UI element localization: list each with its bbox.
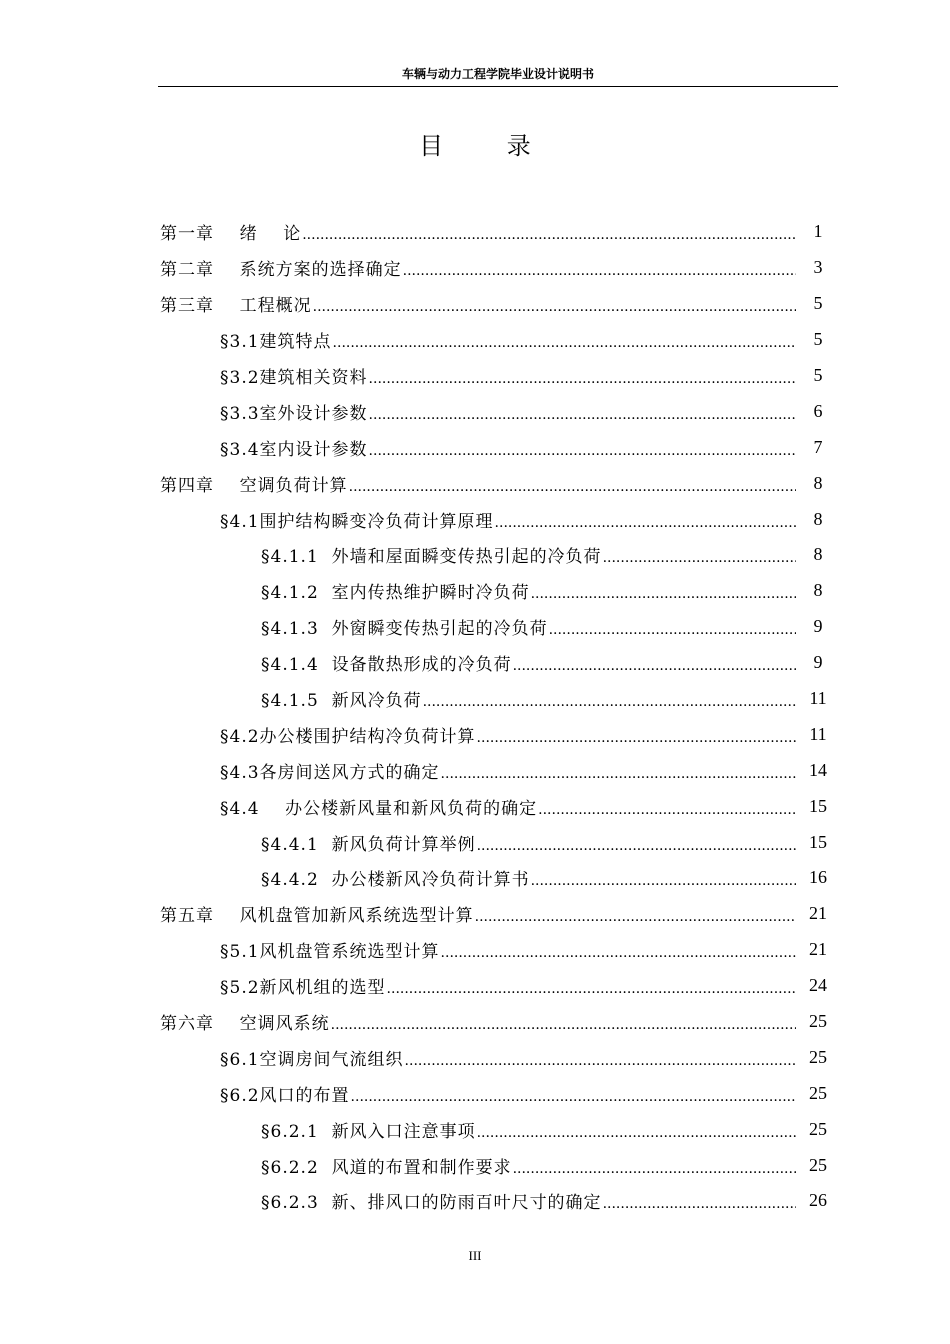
toc-entry-page: 25 — [809, 1046, 827, 1067]
toc-entry-page: 25 — [809, 1011, 827, 1032]
toc-entry-label: §4.1.2 室内传热维护瞬时冷负荷 — [261, 583, 530, 604]
toc-entry-page: 8 — [813, 544, 823, 565]
toc-entry-text — [220, 507, 796, 532]
toc-entry-label: §6.2风口的布置 — [220, 1085, 350, 1106]
toc-leader-dots — [549, 622, 796, 638]
toc-entry-label: §3.3室外设计参数 — [220, 403, 368, 424]
toc-entry-label: §4.3各房间送风方式的确定 — [220, 762, 440, 783]
toc-entry-page: 15 — [809, 831, 827, 852]
toc-entry[interactable] — [160, 250, 840, 286]
toc-leader-dots — [423, 694, 796, 710]
toc-entry-label: §6.2.1 新风入口注意事项 — [261, 1121, 476, 1142]
toc-entry-page: 7 — [813, 436, 823, 457]
toc-entry-page: 8 — [813, 580, 823, 601]
toc-entry-page: 15 — [809, 795, 827, 816]
toc-entry[interactable] — [160, 1004, 840, 1040]
toc-entry-text — [160, 901, 796, 926]
toc-entry-page: 11 — [809, 723, 827, 744]
toc-entry-label: §4.1围护结构瞬变冷负荷计算原理 — [220, 511, 494, 532]
toc-entry-label: 第四章 空调负荷计算 — [160, 475, 348, 496]
toc-entry-page: 25 — [809, 1082, 827, 1103]
toc-entry[interactable] — [160, 537, 840, 573]
toc-entry-page: 9 — [813, 616, 823, 637]
toc-entry-text — [220, 973, 796, 998]
toc-entry-label: §6.2.3 新、排风口的防雨百叶尺寸的确定 — [261, 1193, 602, 1214]
toc-leader-dots — [477, 1125, 796, 1141]
toc-entry-page: 3 — [813, 257, 823, 278]
toc-entry-label: §5.1风机盘管系统选型计算 — [220, 942, 440, 963]
toc-entry-text — [220, 794, 796, 819]
toc-entry-text — [261, 1153, 796, 1178]
toc-entry-label: §3.1建筑特点 — [220, 332, 332, 353]
toc-entry-label: 第五章 风机盘管加新风系统选型计算 — [160, 906, 474, 927]
toc-leader-dots — [331, 1017, 796, 1033]
toc-leader-dots — [349, 479, 796, 495]
toc-entry-label: §3.2建筑相关资料 — [220, 368, 368, 388]
toc-entry-text — [160, 471, 796, 496]
toc-entry-label: §3.4室内设计参数 — [220, 439, 368, 460]
toc-entry[interactable] — [160, 824, 840, 860]
toc-entry[interactable] — [160, 860, 840, 896]
toc-entry-page: 1 — [813, 221, 823, 242]
toc-entry[interactable] — [160, 896, 840, 932]
toc-entry-label: §4.1.5 新风冷负荷 — [261, 691, 422, 712]
toc-entry[interactable] — [160, 465, 840, 501]
toc-entry-page: 26 — [809, 1190, 827, 1211]
toc-entry-page: 5 — [813, 365, 823, 385]
toc-entry-text — [220, 1081, 796, 1106]
toc-entry[interactable] — [160, 1147, 840, 1183]
toc-entry-label: 第一章 绪 论 — [160, 224, 302, 245]
toc-entry-text — [220, 1045, 796, 1070]
toc-leader-dots — [387, 981, 796, 997]
toc-entry-page: 6 — [813, 400, 823, 421]
toc-entry-page: 25 — [809, 1154, 827, 1175]
toc-entry[interactable] — [160, 681, 840, 717]
toc-leader-dots — [531, 873, 796, 889]
toc-leader-dots — [475, 909, 796, 925]
toc-entry[interactable] — [160, 752, 840, 788]
toc-entry-text — [261, 542, 796, 567]
toc-entry[interactable] — [160, 788, 840, 824]
toc-leader-dots — [403, 263, 796, 279]
toc-leader-dots — [531, 586, 796, 602]
toc-entry-label: §4.1.3 外窗瞬变传热引起的冷负荷 — [261, 619, 548, 640]
toc-entry-text — [220, 435, 796, 460]
toc-leader-dots — [441, 766, 796, 782]
toc-entry-text — [261, 1188, 796, 1213]
header-text: 车辆与动力工程学院毕业设计说明书 — [401, 67, 594, 81]
toc-entry-page: 21 — [809, 939, 827, 960]
toc-entry[interactable] — [160, 393, 840, 429]
toc-leader-dots — [369, 371, 796, 387]
toc-entry[interactable] — [160, 214, 840, 250]
toc-entry-label: §6.2.2 风道的布置和制作要求 — [261, 1157, 512, 1178]
toc-entry-label: §4.4.1 新风负荷计算举例 — [261, 834, 476, 855]
toc-entry-page: 8 — [813, 472, 823, 493]
toc-entry-text — [261, 650, 796, 675]
toc-entry[interactable] — [160, 1111, 840, 1147]
toc-entry-label: §4.4.2 办公楼新风冷负荷计算书 — [261, 870, 530, 891]
toc-entry-page: 11 — [809, 688, 827, 709]
toc-entry-text — [220, 722, 796, 747]
toc-entry-text — [220, 937, 796, 962]
toc-entry-label: 第六章 空调风系统 — [160, 1014, 330, 1035]
toc-entry-page: 5 — [813, 329, 823, 350]
toc-entry-page: 24 — [809, 975, 827, 996]
toc-leader-dots — [351, 1089, 796, 1105]
page-number: III — [468, 1248, 482, 1263]
toc-entry-text — [160, 219, 796, 244]
toc-entry[interactable] — [160, 1039, 840, 1075]
toc-entry[interactable] — [160, 286, 840, 322]
toc-title: 目 录 — [419, 132, 559, 160]
toc-entry-label: §4.1.4 设备散热形成的冷负荷 — [261, 655, 512, 676]
toc-entry[interactable] — [160, 968, 840, 1004]
toc-entry[interactable] — [160, 609, 840, 645]
toc-entry-page: 5 — [813, 293, 823, 314]
toc-leader-dots — [477, 838, 796, 854]
toc-entry-label: 第三章 工程概况 — [160, 296, 312, 317]
toc-leader-dots — [538, 802, 796, 818]
page-footer — [0, 1248, 950, 1264]
toc-entry-text — [261, 830, 796, 855]
toc-leader-dots — [603, 1196, 796, 1212]
toc-entry-label: §4.1.1 外墙和屋面瞬变传热引起的冷负荷 — [261, 547, 602, 568]
toc-entry-text — [220, 758, 796, 783]
toc-entry-page: 25 — [809, 1118, 827, 1139]
toc-leader-dots — [405, 1053, 796, 1069]
toc-entry[interactable] — [160, 932, 840, 968]
toc-leader-dots — [477, 730, 796, 746]
toc-entry-text — [261, 865, 796, 890]
toc-leader-dots — [302, 227, 796, 243]
toc-entry-text — [160, 255, 796, 280]
toc-entry-text — [261, 686, 796, 711]
toc-entry-text — [160, 1009, 796, 1034]
toc-entry[interactable] — [160, 358, 840, 394]
toc-entry[interactable] — [160, 1183, 840, 1219]
table-of-contents — [160, 214, 840, 1219]
toc-entry[interactable] — [160, 322, 840, 358]
toc-entry-text — [220, 399, 796, 424]
toc-entry-label: §5.2新风机组的选型 — [220, 978, 386, 999]
toc-entry[interactable] — [160, 716, 840, 752]
toc-entry-text — [261, 614, 796, 639]
toc-entry-label: §4.2办公楼围护结构冷负荷计算 — [220, 726, 476, 747]
toc-entry[interactable] — [160, 501, 840, 537]
toc-leader-dots — [313, 299, 796, 315]
toc-leader-dots — [333, 335, 796, 351]
toc-leader-dots — [513, 1161, 796, 1177]
toc-entry-page: 9 — [813, 652, 823, 673]
toc-entry-text — [220, 327, 796, 352]
toc-leader-dots — [603, 550, 796, 566]
toc-entry-label: 第二章 系统方案的选择确定 — [160, 260, 402, 281]
page-header — [158, 64, 838, 87]
toc-leader-dots — [369, 407, 796, 423]
toc-entry-label: §6.1空调房间气流组织 — [220, 1049, 404, 1070]
toc-entry-page: 21 — [809, 903, 827, 924]
toc-entry-page: 8 — [813, 508, 823, 529]
toc-entry[interactable] — [160, 429, 840, 465]
toc-entry-text — [160, 291, 796, 316]
toc-entry[interactable] — [160, 1075, 840, 1111]
toc-entry-page: 16 — [809, 867, 827, 888]
toc-entry-text — [261, 1117, 796, 1142]
toc-entry-page: 14 — [809, 759, 827, 780]
toc-leader-dots — [441, 945, 796, 961]
toc-entry-text — [261, 578, 796, 603]
toc-entry-label: §4.4 办公楼新风量和新风负荷的确定 — [220, 798, 538, 819]
toc-entry-text — [220, 363, 796, 388]
toc-leader-dots — [513, 658, 796, 674]
toc-entry[interactable] — [160, 645, 840, 681]
toc-leader-dots — [369, 443, 796, 459]
toc-entry[interactable] — [160, 573, 840, 609]
toc-leader-dots — [495, 515, 796, 531]
